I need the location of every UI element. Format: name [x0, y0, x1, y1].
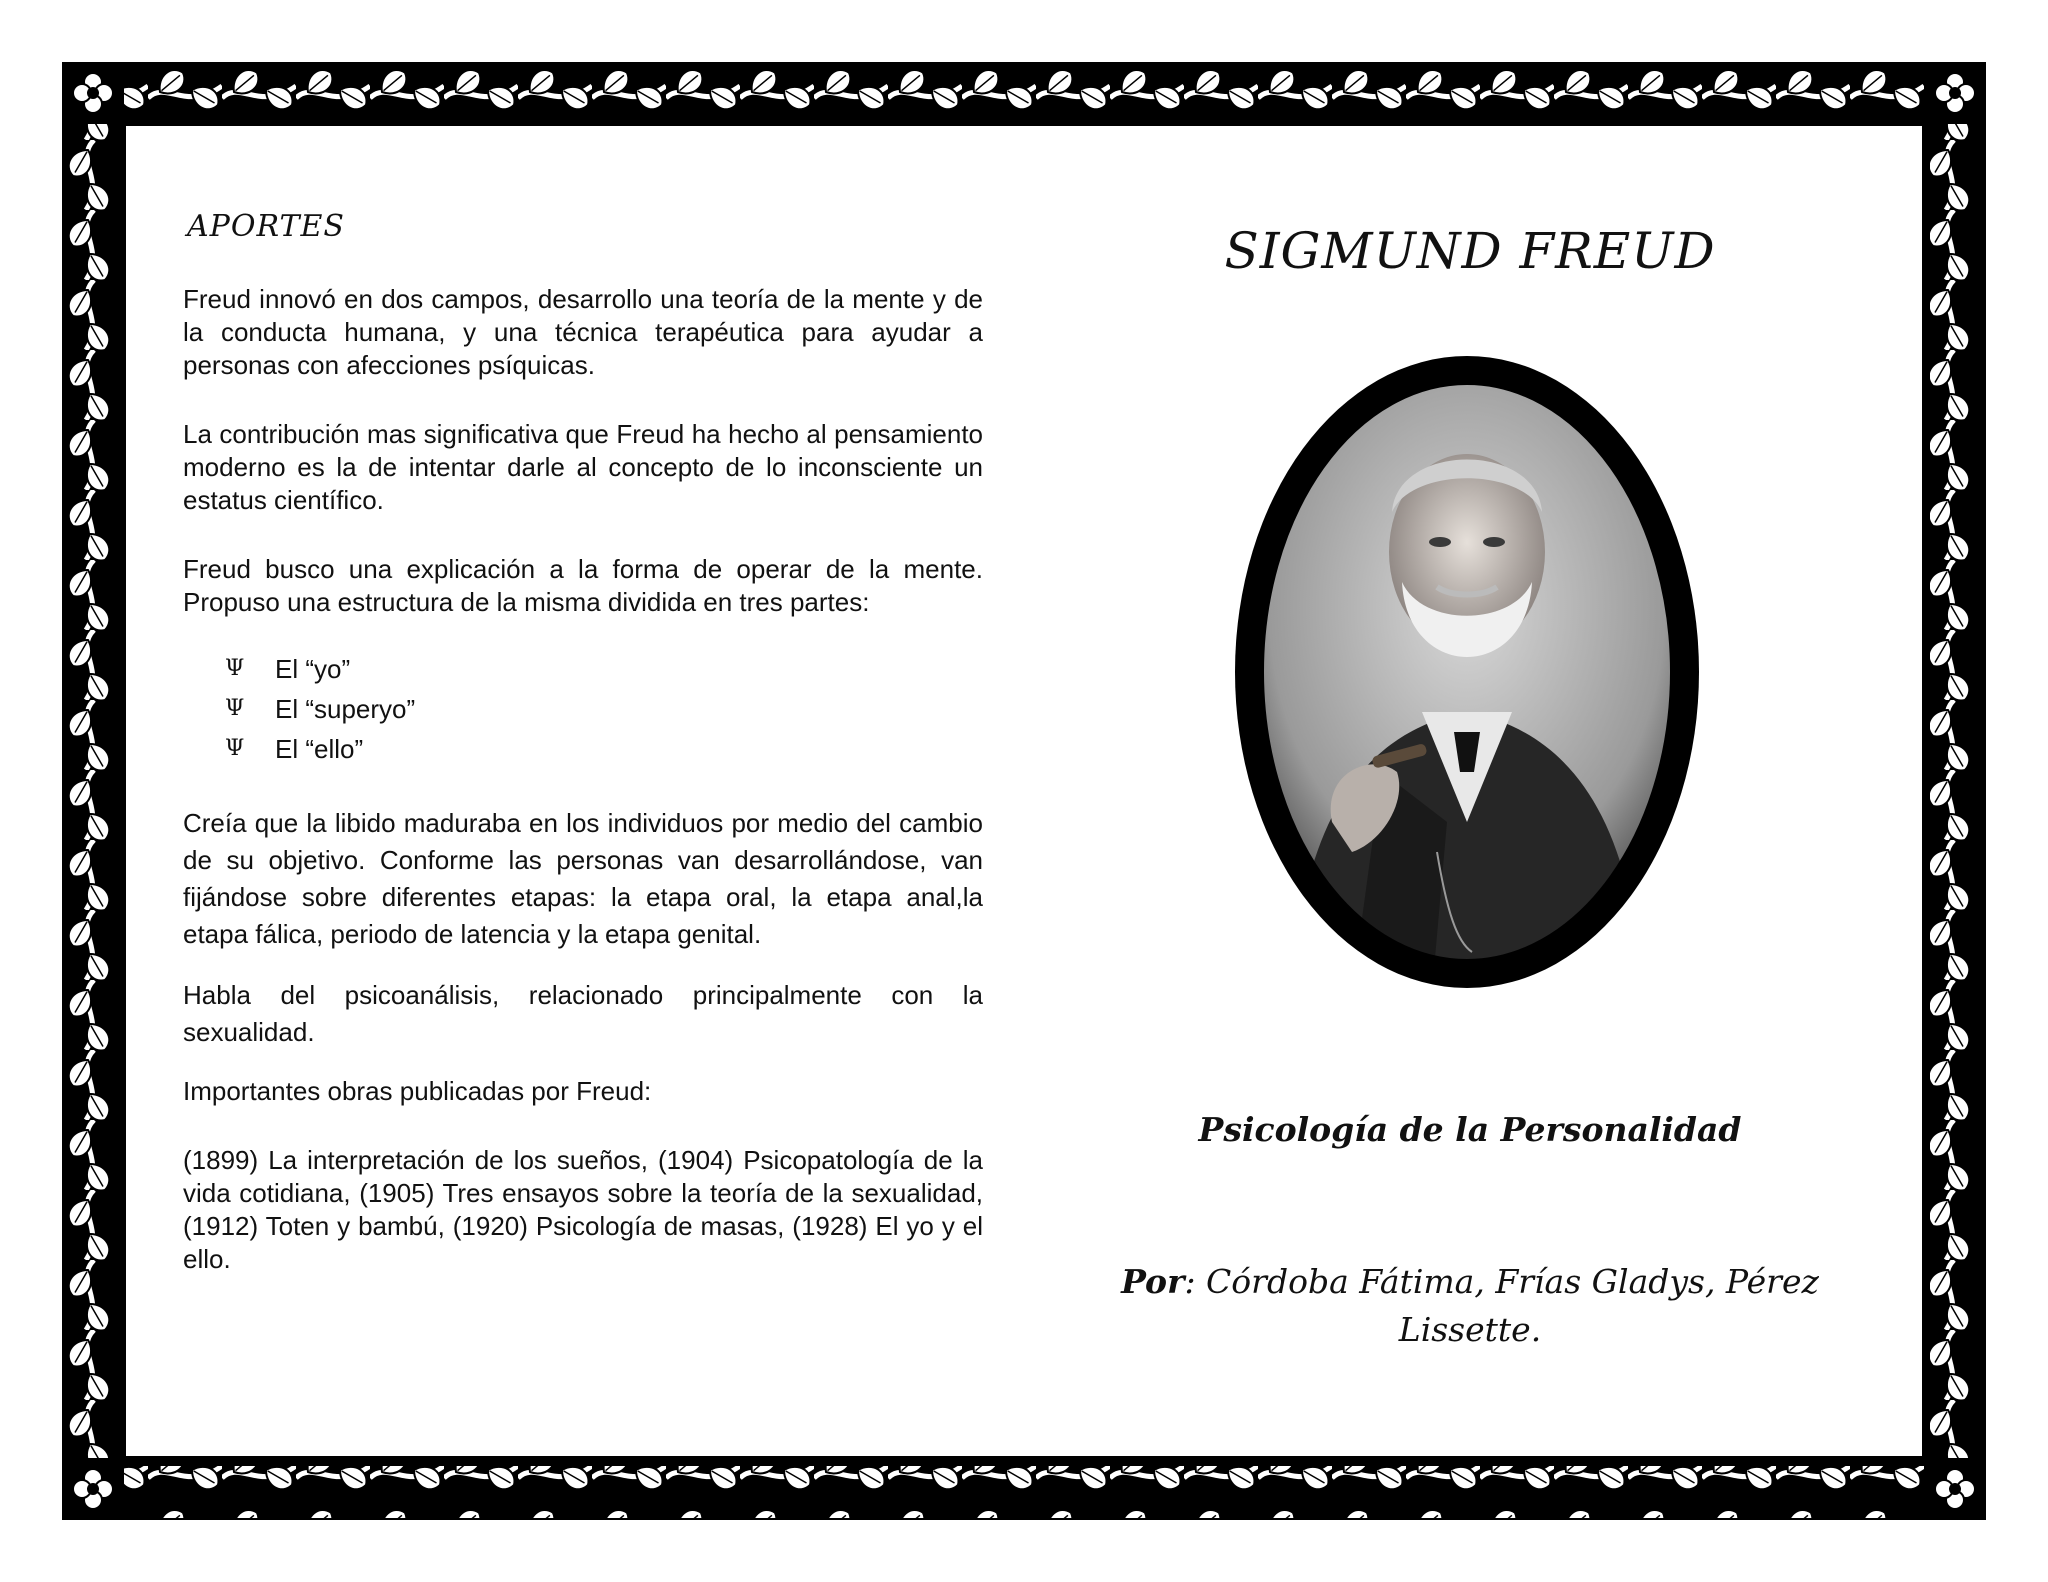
course-subtitle: Psicología de la Personalidad — [1198, 1110, 1742, 1149]
paragraph-contribucion: La contribución mas significativa que Freud ha hecho al pensamiento moderno es la de intentar darle al concepto de lo inconsciente un estatus científico. — [183, 419, 983, 515]
psi-icon: Ψ — [225, 736, 245, 761]
aportes-column — [183, 210, 983, 1312]
list-item — [225, 649, 983, 689]
freud-portrait-icon — [1232, 352, 1702, 992]
part-label: El “yo” — [275, 654, 351, 684]
paragraph-obras-intro: Importantes obras publicadas por Freud: — [183, 1076, 652, 1106]
page-title: SIGMUND FREUD — [1224, 222, 1716, 280]
aportes-heading: APORTES — [187, 209, 345, 244]
authors-names: : Córdoba Fátima, Frías Gladys, Pérez Lissette. — [1184, 1262, 1819, 1349]
psi-icon: Ψ — [225, 656, 245, 681]
psi-icon: Ψ — [225, 696, 245, 721]
paragraph-psicoanalisis: Habla del psicoanálisis, relacionado principalmente con la sexualidad. — [183, 980, 983, 1047]
part-label: El “superyo” — [275, 694, 416, 724]
list-item — [225, 729, 983, 769]
mind-parts-list — [225, 649, 983, 769]
authors-prefix: Por — [1121, 1262, 1185, 1301]
paragraph-obras-list: (1899) La interpretación de los sueños, (1904) Psicopatología de la vida cotidiana, (1905) Tres ensayos sobre la teoría de la sexualidad, (1912) Toten y bambú, (1920) Psicología de masas, (1928) El yo y el ello. — [183, 1145, 983, 1274]
paragraph-libido: Creía que la libido maduraba en los individuos por medio del cambio de su objetivo. Conforme las personas van desarrollándose, van fijándose sobre diferentes etapas: la etapa oral, la etapa anal,la etapa fálica, periodo de latencia y la etapa genital. — [183, 808, 983, 949]
authors-credit — [1110, 1258, 1830, 1354]
paragraph-estructura: Freud busco una explicación a la forma de operar de la mente. Propuso una estructura de la misma dividida en tres partes: — [183, 554, 983, 617]
list-item — [225, 689, 983, 729]
part-label: El “ello” — [275, 734, 364, 764]
paragraph-campos: Freud innovó en dos campos, desarrollo una teoría de la mente y de la conducta humana, y una técnica terapéutica para ayudar a personas con afecciones psíquicas. — [183, 284, 983, 380]
